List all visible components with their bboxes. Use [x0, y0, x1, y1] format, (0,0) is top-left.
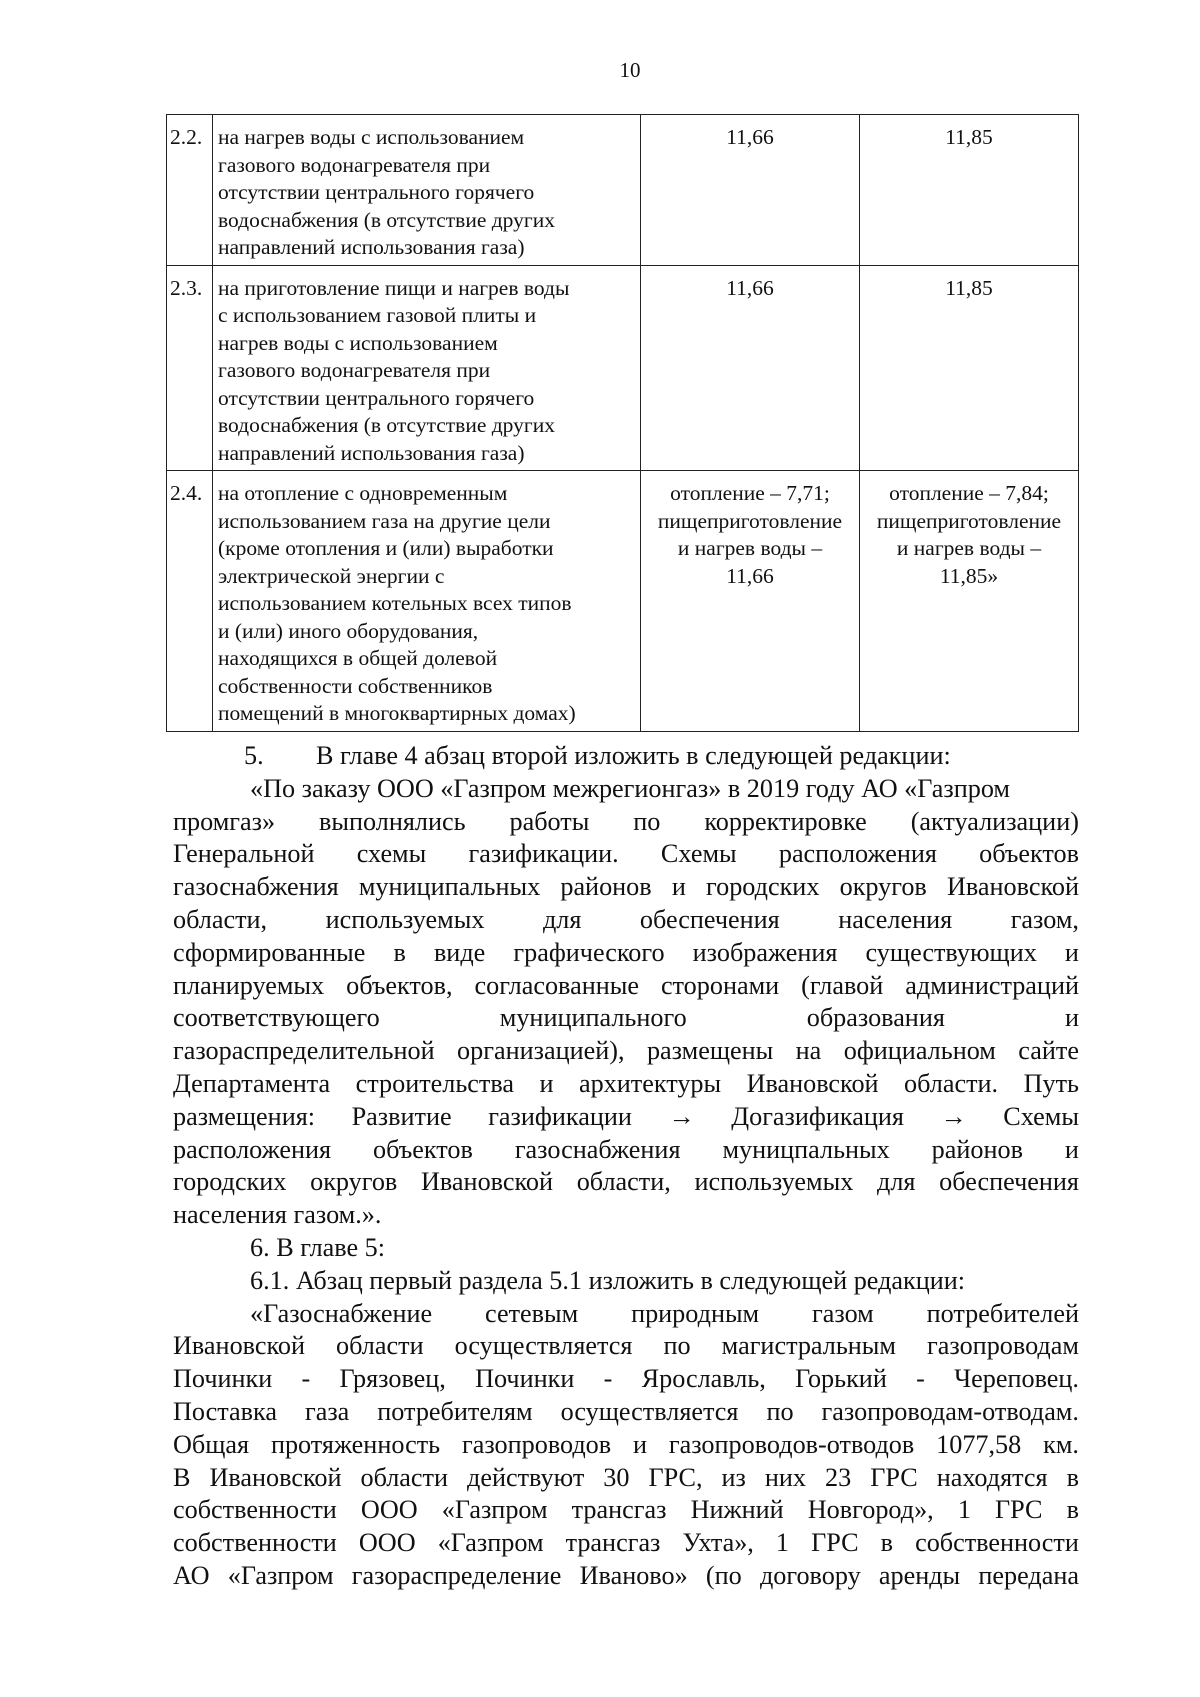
word: округов [310, 1167, 398, 1197]
word: Ивановской [173, 1331, 305, 1361]
word: официальном [843, 1036, 996, 1066]
word: Генеральной [173, 839, 315, 869]
paragraph-line [173, 1068, 1079, 1101]
word: виде [433, 937, 486, 967]
word: газопроводам [927, 1331, 1079, 1361]
word: ООО [358, 1528, 416, 1558]
cell-line: нагрев воды с использованием [218, 330, 498, 355]
word: 1 [957, 1495, 971, 1525]
item-5-paragraph [173, 740, 1079, 773]
cell-line: газового водонагревателя при [218, 152, 491, 177]
word: городских [173, 1167, 287, 1197]
word: и [671, 872, 686, 902]
word: протяженность [270, 1429, 441, 1459]
cell-line: (кроме отопления и (или) выработки [218, 536, 554, 560]
word: (актуализации) [910, 806, 1079, 836]
paragraph-line [173, 1396, 1079, 1429]
paragraph-line [173, 1166, 1079, 1199]
row-description-cell [213, 115, 641, 266]
word: собственности [915, 1528, 1079, 1558]
word: ГРС, [648, 1462, 703, 1492]
cell-line: на нагрев воды с использованием [218, 125, 525, 149]
quote-paragraph-first-line [173, 773, 1079, 806]
word: районов [931, 1134, 1023, 1164]
row-description-cell [213, 471, 641, 732]
word: природным [631, 1298, 760, 1328]
word: магистральным [721, 1331, 896, 1361]
table-row [167, 265, 1079, 471]
word: изображения [692, 937, 838, 967]
word: находятся [936, 1462, 1048, 1492]
cell-line: и нагрев воды – [677, 536, 823, 560]
cell-line: 11,85 [945, 275, 993, 300]
word: городских [706, 872, 820, 902]
word: Починки [475, 1364, 575, 1394]
word: Иваново» [579, 1560, 688, 1590]
word: осуществляется [560, 1396, 739, 1426]
paragraph-line [173, 806, 1079, 839]
item-6-1-paragraph: 6.1. Абзац первый раздела 5.1 изложить в следующей редакции: [250, 1265, 966, 1295]
paragraph-line [173, 904, 1079, 937]
paragraph-line [173, 1002, 1079, 1035]
row-description-cell [213, 265, 641, 471]
word: осуществляется [454, 1331, 633, 1361]
word: газопроводам-отводам. [821, 1396, 1079, 1426]
word: выполнялись [319, 806, 466, 836]
paragraph-line-text: «По заказу ООО «Газпром межрегионгаз» в 2019 году АО «Газпром [250, 773, 1010, 803]
word: обеспечения [639, 904, 780, 934]
row-number-cell: 2.3. [167, 265, 213, 471]
word: сторонами [660, 970, 780, 1000]
word: используемых [694, 1167, 854, 1197]
word: муниципальных [358, 872, 541, 902]
word: ООО [360, 1495, 418, 1525]
word: в [1066, 1495, 1079, 1525]
word: и [539, 1068, 554, 1098]
word: газом, [1010, 904, 1079, 934]
paragraph-line [173, 1560, 1079, 1593]
paragraph-line [173, 970, 1079, 1003]
word: - [603, 1364, 613, 1394]
word: ГРС [995, 1495, 1043, 1525]
paragraph-line [173, 1035, 1079, 1068]
word: районов [560, 872, 652, 902]
cell-line: электрической энергии с [218, 563, 445, 588]
word: муницпальных [722, 1134, 890, 1164]
word: соответствующего [173, 1003, 380, 1033]
word: области. [904, 1068, 999, 1098]
cell-line: водоснабжения (в отсутствие других [218, 413, 555, 437]
cell-line: использованием котельных всех типов [218, 591, 572, 615]
word: расположения [778, 839, 937, 869]
cell-line: 11,85 [945, 125, 993, 149]
word: работы [509, 806, 590, 836]
paragraph-line [173, 1101, 1079, 1134]
word: для [877, 1167, 916, 1197]
cell-line: 11,66 [726, 125, 774, 149]
cell-line: и нагрев воды – [896, 536, 1042, 560]
word: по [633, 806, 661, 836]
value-2018-cell [641, 115, 860, 266]
word: Департамента [173, 1068, 331, 1098]
word: объектов [373, 1134, 473, 1164]
word: Ивановской [421, 1167, 553, 1197]
word: Развитие [351, 1101, 452, 1131]
word: обеспечения [939, 1167, 1079, 1197]
value-2019-cell [860, 471, 1079, 732]
paragraph-line [173, 1429, 1079, 1462]
word: и [633, 1429, 648, 1459]
word: Общая [173, 1429, 250, 1459]
word: планируемых [173, 970, 325, 1000]
word: (главой [801, 970, 884, 1000]
value-2018-cell [641, 265, 860, 471]
table-row [167, 471, 1079, 732]
gas-supply-paragraph-first-line [173, 1298, 1079, 1331]
value-2019-cell [860, 115, 1079, 266]
word: газоснабжения [514, 1134, 681, 1164]
word: по [766, 1396, 794, 1426]
word: в [1066, 1462, 1079, 1492]
word: области [336, 1331, 424, 1361]
row-number-cell: 2.4. [167, 471, 213, 732]
paragraph-line [173, 871, 1079, 904]
document-body [173, 740, 1079, 1593]
word: графического [513, 937, 665, 967]
word: трансгаз [565, 1528, 661, 1558]
word: газоснабжения [173, 872, 339, 902]
word: Грязовец, [339, 1364, 446, 1394]
paragraph-line [173, 1363, 1079, 1396]
word: км. [1043, 1429, 1079, 1459]
word: области [360, 1462, 449, 1492]
word: Нижний [690, 1495, 784, 1525]
word: Ярославль, [641, 1364, 766, 1394]
word: для [542, 904, 582, 934]
paragraph-line [173, 1527, 1079, 1560]
word: газификации. [468, 839, 619, 869]
table-row [167, 115, 1079, 266]
word: (по [705, 1560, 742, 1590]
word: по [663, 1331, 691, 1361]
word: В [173, 1462, 191, 1492]
word: сформированные [173, 937, 366, 967]
word: потребителей [926, 1298, 1079, 1328]
word: Поставка [173, 1396, 277, 1426]
word: согласованные [474, 970, 639, 1000]
word: Ивановской [746, 1068, 879, 1098]
word: и [1064, 1003, 1079, 1033]
page-number: 10 [619, 58, 641, 82]
quote-paragraph-last-line: населения газом.». [173, 1200, 382, 1230]
word: газификации [488, 1101, 632, 1131]
word: 23 [825, 1462, 852, 1492]
word: расположения [173, 1134, 332, 1164]
word: Схемы [1003, 1101, 1079, 1131]
word: администраций [905, 970, 1079, 1000]
word: «Газпром [441, 1495, 548, 1525]
tariff-table [166, 114, 1079, 732]
cell-line: отсутствии центрального горячего [218, 385, 535, 410]
word: существующих [865, 937, 1037, 967]
word: Ивановской [946, 872, 1079, 902]
row-number-cell: 2.2. [167, 115, 213, 266]
word: собственности [173, 1495, 337, 1525]
paragraph-line [173, 1330, 1079, 1363]
word: сайте [1018, 1036, 1079, 1066]
word: 30 [603, 1462, 630, 1492]
word: архитектуры [578, 1068, 722, 1098]
word: области, [576, 1167, 671, 1197]
word: организацией), [457, 1036, 625, 1066]
word: потребителям [377, 1396, 533, 1426]
paragraph-line [173, 838, 1079, 871]
word: 1 [775, 1528, 790, 1558]
item-6-heading: 6. В главе 5: [250, 1232, 386, 1262]
cell-line: на приготовление пищи и нагрев воды [218, 275, 570, 300]
quote-paragraph [173, 806, 1079, 1200]
word: и [1064, 937, 1079, 967]
word: передана [978, 1560, 1079, 1590]
cell-line: отсутствии центрального горячего [218, 180, 535, 204]
word: образования [806, 1003, 945, 1033]
value-2018-cell [641, 471, 860, 732]
cell-line: использованием газа на другие цели [218, 508, 551, 533]
word: Ивановской [209, 1462, 342, 1492]
word: → [940, 1101, 967, 1131]
word: аренды [878, 1560, 961, 1590]
cell-line: направлений использования газа) [218, 235, 525, 259]
word: - [916, 1364, 925, 1394]
word: трансгаз [571, 1495, 667, 1525]
word: сетевым [485, 1298, 579, 1328]
word: Починки [173, 1364, 273, 1394]
word: муниципального [499, 1003, 687, 1033]
word: газопроводов-отводов [668, 1429, 915, 1459]
word: Череповец. [954, 1364, 1079, 1394]
word: газа [304, 1396, 350, 1426]
cell-line: отопление – 7,71; [670, 481, 830, 505]
cell-line: пищеприготовление [657, 508, 843, 533]
word: → [668, 1101, 695, 1131]
paragraph-line [173, 937, 1079, 970]
gas-supply-paragraph [173, 1330, 1079, 1592]
word: схемы [356, 839, 427, 869]
word: газопроводов [461, 1429, 612, 1459]
word: Ухта», [682, 1528, 754, 1558]
cell-line: находящихся в общей долевой [218, 646, 498, 670]
word: Новгород», [807, 1495, 934, 1525]
paragraph-line [173, 1494, 1079, 1527]
word: используемых [325, 904, 485, 934]
word: на [795, 1036, 822, 1066]
word: объектов, [346, 970, 453, 1000]
word: размещения: [173, 1101, 316, 1131]
cell-line: 11,66 [726, 563, 774, 588]
cell-line: водоснабжения (в отсутствие других [218, 207, 555, 232]
word: строительства [355, 1068, 515, 1098]
word: в [880, 1528, 894, 1558]
word: корректировке [704, 806, 867, 836]
word: ГРС [870, 1462, 918, 1492]
word: газораспределение [351, 1560, 562, 1590]
paragraph-line [173, 1462, 1079, 1495]
cell-line: 11,85» [939, 563, 999, 588]
cell-line: газового водонагревателя при [218, 358, 491, 382]
word: населения [838, 904, 953, 934]
word: Горький [795, 1364, 887, 1394]
word: размещены [646, 1036, 774, 1066]
cell-line: пищеприготовление [876, 508, 1062, 533]
cell-line: на отопление с одновременным [218, 481, 508, 505]
word: Догазификация [731, 1101, 904, 1131]
word: действуют [467, 1462, 585, 1492]
word: газораспределительной [173, 1036, 435, 1066]
cell-line: отопление – 7,84; [889, 481, 1049, 505]
cell-line: 11,66 [726, 275, 774, 300]
word: - [301, 1364, 311, 1394]
cell-line: направлений использования газа) [218, 440, 525, 465]
word: промгаз» [173, 806, 276, 836]
word: АО [173, 1560, 210, 1590]
word: Путь [1023, 1068, 1079, 1098]
word: них [764, 1462, 806, 1492]
word: объектов [979, 839, 1079, 869]
word: округов [839, 872, 927, 902]
cell-line: и (или) иного оборудования, [218, 618, 479, 643]
cell-line: с использованием газовой плиты и [218, 303, 537, 327]
word: «Газоснабжение [250, 1298, 433, 1328]
word: газом [812, 1298, 874, 1328]
word: в [393, 937, 406, 967]
item-5-number: 5. [244, 741, 264, 770]
value-2019-cell [860, 265, 1079, 471]
word: собственности [173, 1528, 337, 1558]
cell-line: собственности собственников [218, 673, 493, 698]
word: «Газпром [437, 1528, 544, 1558]
word: 1077,58 [936, 1429, 1022, 1459]
word: договору [759, 1560, 861, 1590]
cell-line: помещений в многоквартирных домах) [218, 701, 576, 725]
word: из [721, 1462, 746, 1492]
word: Схемы [660, 839, 737, 869]
paragraph-line [173, 1134, 1079, 1167]
word: области, [173, 904, 268, 934]
word: и [1064, 1134, 1079, 1164]
item-5-text: В главе 4 абзац второй изложить в следующей редакции: [316, 741, 951, 770]
word: ГРС [811, 1528, 859, 1558]
word: «Газпром [227, 1560, 334, 1590]
